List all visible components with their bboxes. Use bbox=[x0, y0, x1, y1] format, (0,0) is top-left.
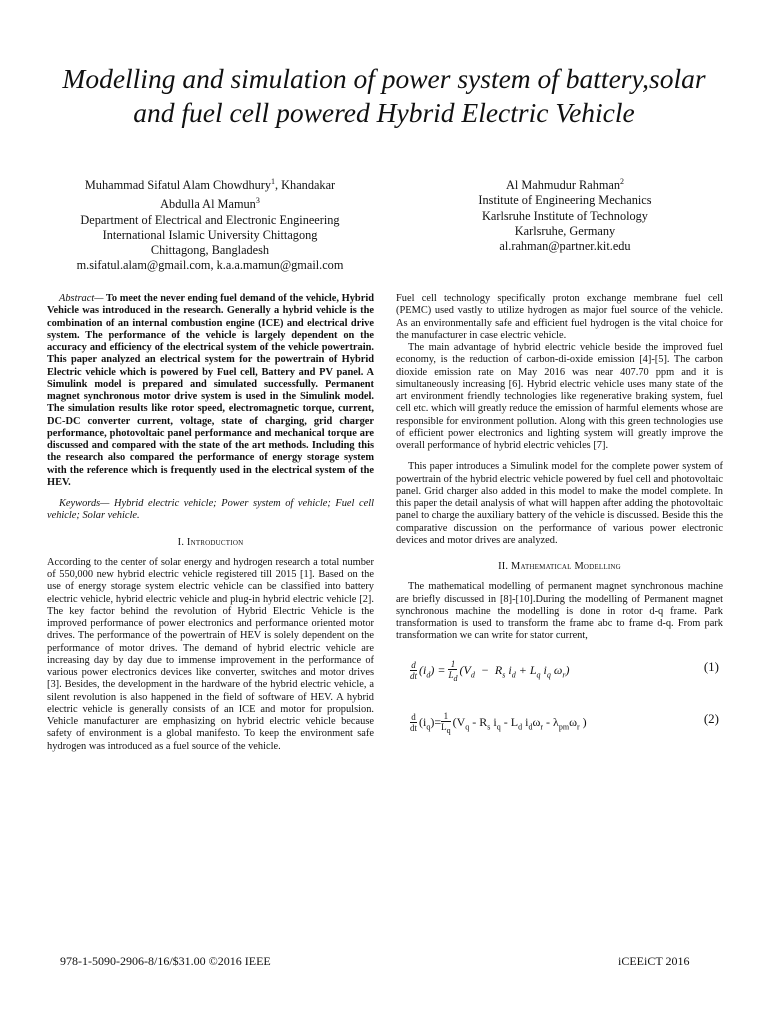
abstract bbox=[47, 293, 374, 489]
author-names-line-1 bbox=[40, 174, 380, 193]
equation-2-number: (2) bbox=[703, 710, 719, 726]
author-names-line-2 bbox=[40, 193, 380, 212]
footer-copyright: 978-1-5090-2906-8/16/$31.00 ©2016 IEEE bbox=[60, 954, 271, 968]
equation-1 bbox=[396, 655, 723, 689]
paragraph-paper-intro: This paper introduces a Simulink model for the complete power system of powertrain of the hybrid electric vehicle powered by fuel cell and photovoltaic panel. Grid charger also added in this model to make the model complete. In this paper the detail analysis of what will happen after adding the photovoltaic panel to charge the auxiliary battery of the vehicle is discussed. Beside this the comparative discussion on the performance of various power electronic devices and motor drives are analyzed. bbox=[396, 461, 724, 546]
author-name-1: Muhammad Sifatul Alam Chowdhury bbox=[84, 178, 272, 193]
section-heading-introduction: I. Introduction bbox=[177, 536, 244, 548]
section-heading-math: II. Mathematical Modelling bbox=[498, 561, 621, 572]
author-affiliation-1: 1 bbox=[271, 177, 276, 186]
paragraph-fuel-cell: Fuel cell technology specifically proton exchange membrane fuel cell (PEMC) used vastly to utilize hydrogen as major fuel source of the vehicle. As an environmentally safe and efficient fuel hydrogen is the vital choice for the manufacturer in case electric vehicle. bbox=[396, 293, 723, 341]
keywords: Keywords— Hybrid electric vehicle; Power system of vehicle; Fuel cell vehicle; Solar vehicle. bbox=[47, 498, 374, 522]
footer-conference: iCEEiCT 2016 bbox=[618, 954, 690, 968]
author-name-3: Al Mahmudur Rahman bbox=[505, 178, 621, 193]
paper-title bbox=[50, 62, 718, 130]
author-city-right: Karlsruhe, Germany bbox=[514, 223, 616, 238]
left-column bbox=[47, 293, 374, 753]
title-line-1: Modelling and simulation of power system of battery,solar bbox=[62, 63, 706, 94]
author-university: International Islamic University Chittagong bbox=[102, 227, 318, 242]
author-department: Department of Electrical and Electronic Engineering bbox=[80, 212, 340, 227]
author-university-right: Karlsruhe Institute of Technology bbox=[482, 208, 648, 223]
author-affiliation-2: 2 bbox=[620, 177, 625, 186]
right-column bbox=[396, 293, 723, 741]
title-line-2: and fuel cell powered Hybrid Electric Vehicle bbox=[133, 97, 635, 128]
author-name-separator: , Khandakar bbox=[275, 178, 336, 193]
introduction-paragraph: According to the center of solar energy and hydrogen research a total number of 550,000 new hybrid electric vehicle registered till 2015 [1]. Based on the use of energy storage system electric vehicle can be classified into battery electric vehicle, hybrid electric vehicle and plug-in hybrid electric vehicle [2]. The key factor behind the revolution of Hybrid Electric Vehicle is the improved performance of power electronics and performance oriented motor drives. The performance of the powertrain of HEV is solely dependent on the performance of motor drives. The demand of hybrid electric vehicle are increasing day by day due to immense improvement in the performance of various power electronics devices like converter, switches and motor drives [3]. Besides, the development in the hardware of the hybrid electric vehicle, a silent revolution is also happened in the field of software of HEV. A hybrid electric vehicle is generally consists of an ICE and motor for propulsion. Vehicle manufacturer are emphasizing on hybrid electric vehicle because safety of environment is a global manifesto. To keep the environment safe hydrogen was introduced as a fuel source of the vehicle. bbox=[47, 556, 374, 752]
equation-1-number: (1) bbox=[703, 658, 719, 674]
equation-2 bbox=[396, 707, 723, 741]
author-emails: m.sifatul.alam@gmail.com, k.a.a.mamun@gmail.com bbox=[76, 258, 344, 273]
author-block-right bbox=[410, 174, 720, 254]
abstract-lead: Abstract— bbox=[59, 293, 104, 304]
author-institute: Institute of Engineering Mechanics bbox=[478, 193, 652, 208]
paragraph-advantage: The main advantage of hybrid electric vehicle beside the improved fuel economy, is the reduction of carbon-di-oxide emission [4]-[5]. The carbon dioxide emission rate on May 2016 was near 407.70 ppm and it is simultaneously increasing [6]. Hybrid electric vehicle uses many state of the art environment friendly technologies like regenerative braking system, fuel cell etc. which will greatly reduce the emission of harmful elements whose are responsible for environment pollution. Along with this green technologies use of efficient power electronics and lighting system will greatly improve the overall performance of hybrid electric vehicles [7]. bbox=[396, 342, 723, 451]
abstract-body: To meet the never ending fuel demand of the vehicle, Hybrid Vehicle was introduced in the research. Generally a hybrid vehicle is the combination of an internal combustion engine (ICE) and electrical drive system. The performance of the vehicle is largely dependent on the accuracy and efficiency of the electrical system of the vehicle powertrain. This paper analyzed an electrical system for the powertrain of Hybrid Electric vehicle which is powered by Fuel cell, Battery and PV panel. A Simulink model is prepared and simulated successfully. Permanent magnet synchronous motor drive system is used in the Simulink model. The simulation results like rotor speed, electromagnetic torque, current, DC-DC converter current, voltage, state of charging, grid charger performance, photovoltaic panel performance and mechanical torque are discussed and compared with the state of the art methods. Including this the research also compared the performance of energy storage system with the reference which is frequently used in the electrical system of the HEV. bbox=[47, 293, 374, 488]
author-city: Chittagong, Bangladesh bbox=[150, 243, 270, 257]
author-email-right: al.rahman@partner.kit.edu bbox=[499, 238, 631, 253]
equation-1-expression: $\frac{d}{dt}$ $(i_d)$ = $\frac{1}{L_d}$ ($V_d - R_s$ $i_d + L_q$ $i_q$ $\omega_r$) bbox=[410, 658, 570, 683]
author-affiliation-3: 3 bbox=[255, 196, 260, 206]
author-block-left bbox=[40, 174, 380, 273]
author-name-line bbox=[410, 174, 720, 193]
equation-2-expression: $\frac{d}{dt}$ $(i_q)=$ $\frac{1}{L_q}$ ($V_q - R_s$ $i_q - L_d$ $i_d\omega_r - \lambda_{pm}\omega_r$ ) bbox=[410, 710, 587, 735]
author-name-2: Abdulla Al Mamun bbox=[160, 197, 256, 212]
math-paragraph: The mathematical modelling of permanent magnet synchronous machine are briefly discussed in [8]-[10].During the modelling of Permanent magnet synchronous machine the modelling is done in rotor d-q frame. Park transformation is used to transform the frame abc to frame d-q. From park transformation we can write for stator current, bbox=[396, 581, 723, 642]
